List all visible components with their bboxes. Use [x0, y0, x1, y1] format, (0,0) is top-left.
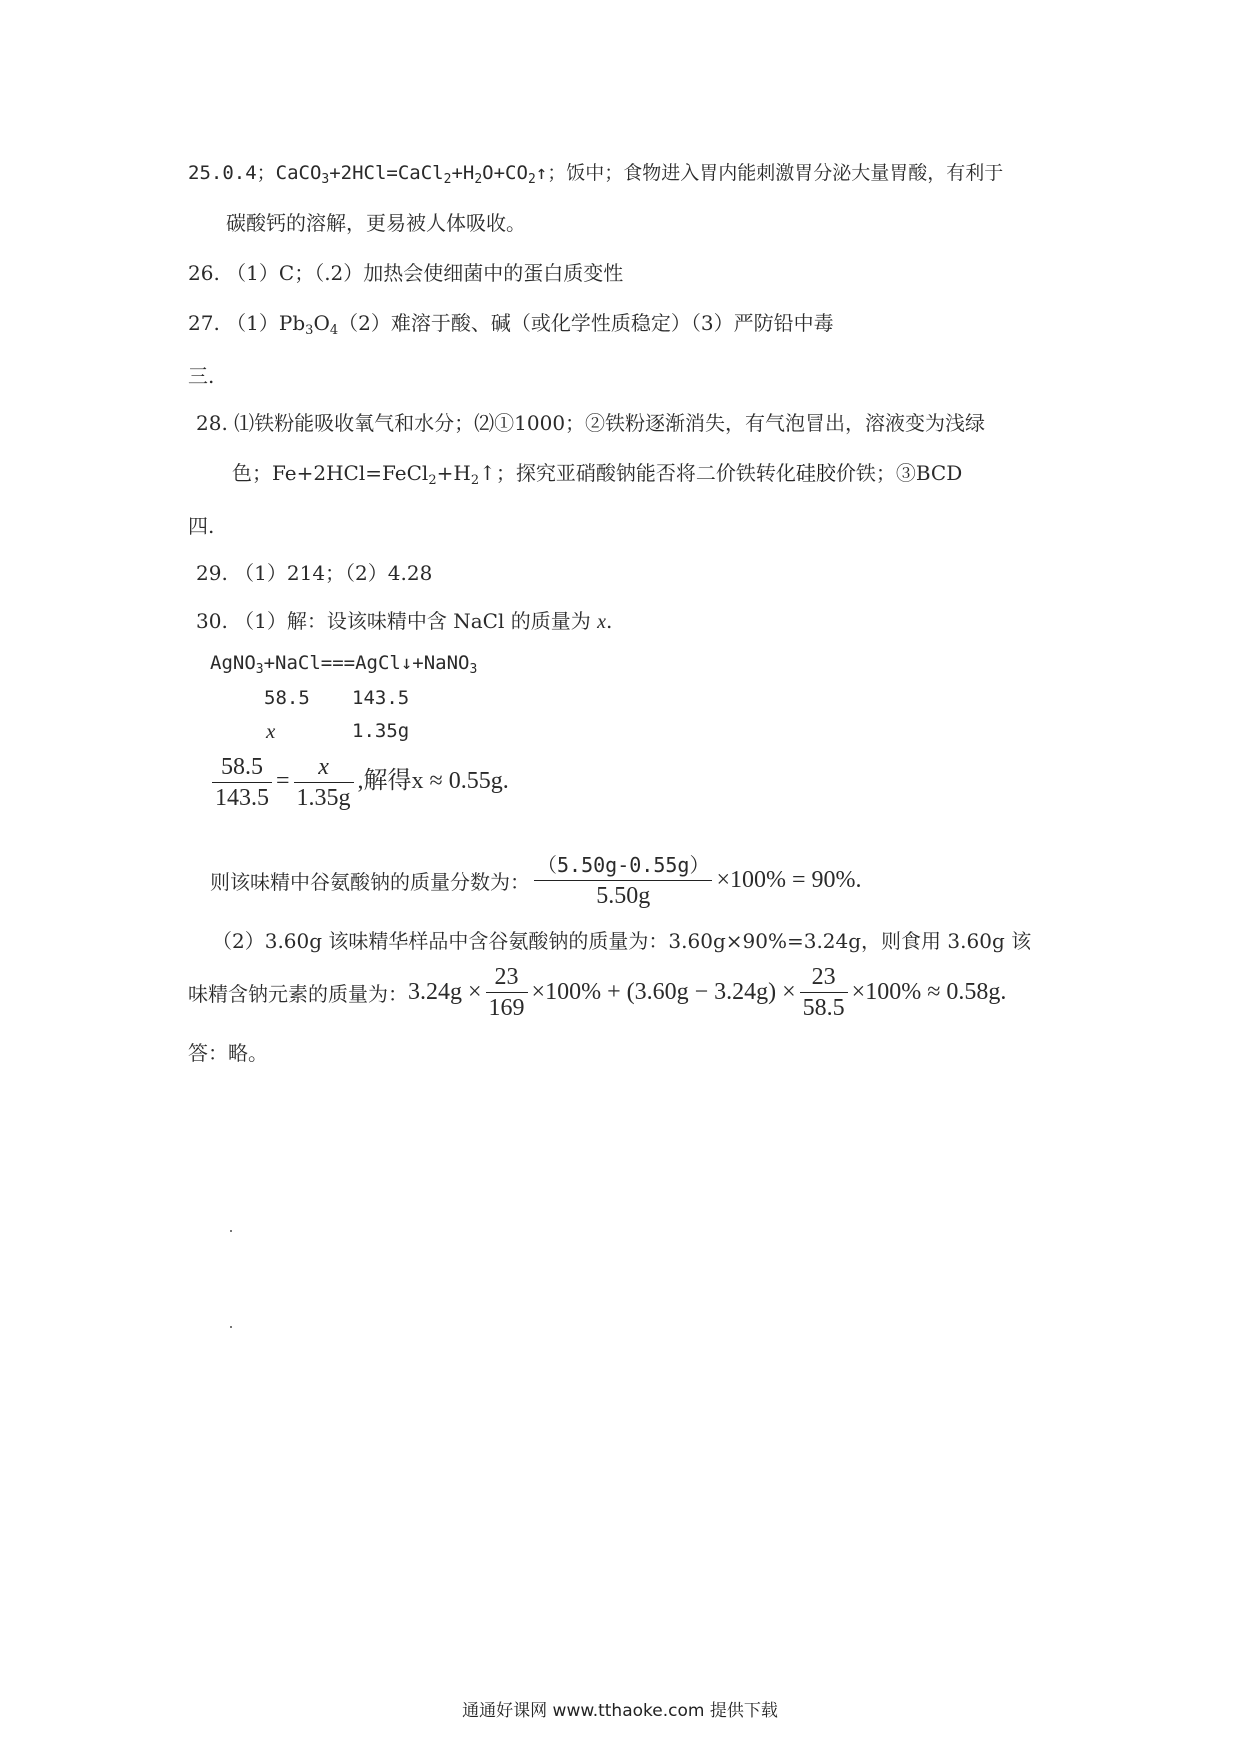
q28-line1: 28. ⑴铁粉能吸收氧气和水分；⑵①1000；②铁粉逐渐消失，有气泡冒出，溶液变为浅绿	[196, 411, 986, 435]
q30-percentage-line	[210, 850, 862, 911]
ratio-tail: ,解得x ≈ 0.55g.	[357, 768, 509, 795]
q28-text-c: ↑；探究亚硝酸钠能否将二价铁转化	[479, 461, 796, 485]
q28-text-d: 价铁；③BCD	[835, 461, 963, 485]
q27-answer: 27. $(1)Pb_3O_4(2)$难溶于酸、碱（或化学性质稳定）（3）严防铅中毒	[188, 311, 834, 338]
pct-label: 则该味精中谷氨酸钠的质量分数为：	[210, 870, 530, 894]
q30-eq-a: AgNO	[210, 652, 256, 674]
p2-f1-num: 23	[486, 962, 528, 993]
q30-part2-line2	[188, 962, 1006, 1023]
q30-part2-line1: （2）3.60g 该味精华样品中含谷氨酸钠的质量为：3.60g×90%=3.24g，则食用 3.60g 该	[212, 929, 1032, 953]
scan-speck	[230, 1326, 232, 1328]
ratio-num-left: 58.5	[212, 752, 272, 783]
q30-intro-end: .	[605, 609, 613, 633]
p2-fraction-2	[800, 962, 848, 1023]
p2-f2-den: 58.5	[802, 995, 845, 1021]
section-four-heading: 四.	[188, 514, 215, 538]
pct-den: 5.50g	[596, 883, 651, 909]
q30-intro	[196, 608, 612, 635]
p2-f2-num: 23	[800, 962, 848, 993]
q30-mass-row2-left: x	[266, 719, 276, 743]
p2-f1-den: 169	[488, 995, 525, 1021]
q27-text-b: O	[313, 311, 330, 335]
q25-text-a: 0.4；CaCO	[222, 162, 322, 184]
q25-text-c: +H	[451, 162, 475, 184]
q30-reaction-equation: AgNO$_3$+NaCl===AgCl↓+NaNO$_3$	[210, 652, 478, 677]
q28-overlay-text: 硅胶	[795, 461, 836, 485]
p2-fraction-1	[486, 962, 528, 1023]
q25-text-e: ↑；饭中；食物进入胃内能刺激胃分泌大量胃酸，有利于	[535, 162, 1004, 184]
q28-text-a: 色；Fe+2HCl=FeCl	[232, 461, 429, 485]
scan-speck	[230, 1230, 232, 1232]
section-three-heading: 三.	[188, 364, 215, 388]
q25-text-b: +2HCl=CaCl	[329, 162, 444, 184]
p2-label: 味精含钠元素的质量为：	[188, 982, 408, 1006]
ratio-num-right: x	[294, 752, 354, 783]
ratio-den-left: 143.5	[215, 785, 269, 811]
pct-fraction	[534, 850, 712, 911]
pct-tail: ×100% = 90%.	[716, 867, 862, 893]
q30-mass-row1-right: 143.5	[352, 687, 410, 709]
p2-expr-c: ×100% ≈ 0.58g.	[851, 979, 1007, 1005]
q30-mass-row1-left: 58.5	[264, 687, 310, 709]
pct-num: （5.50g-0.55g）	[534, 850, 712, 881]
q29-answer: 29. （1）214；（2）4.28	[196, 561, 433, 585]
q27-text-a: 27. （1）Pb	[188, 311, 306, 335]
q30-answer-line: 答：略。	[188, 1041, 268, 1065]
q30-mass-row2-right: 1.35g	[352, 720, 410, 742]
ratio-fraction-left	[212, 752, 272, 813]
q30-eq-b: +NaCl===AgCl↓+NaNO	[263, 652, 470, 674]
ratio-den-right: 1.35g	[296, 785, 351, 811]
q30-intro-var: x	[597, 611, 606, 633]
ratio-equals: =	[276, 768, 290, 795]
q28-line2: 色；$Fe+2HCl=FeCl_2+H_2↑$；探究亚硝酸钠能否将二价铁转化硅胶价铁；③BCD	[232, 461, 963, 488]
q28-text-b: +H	[436, 461, 471, 485]
q27-text-c: （2）难溶于酸、碱（或化学性质稳定）（3）严防铅中毒	[338, 311, 834, 335]
page-footer: 通通好课网 www.tthaoke.com 提供下载	[462, 1701, 778, 1721]
q25-line2: 碳酸钙的溶解，更易被人体吸收。	[226, 211, 526, 235]
q25-line1: 25.0.4；$CaCO_3+2HCl=CaCl_2+H_2O+CO_2↑$；饭中；食物进入胃内能刺激胃分泌大量胃酸，有利于	[188, 162, 1004, 187]
p2-expr-b: ×100% + (3.60g − 3.24g) ×	[531, 979, 796, 1005]
q25-number: 25.	[188, 162, 223, 184]
q30-intro-text: 30. （1）解：设该味精中含 NaCl 的质量为	[196, 609, 591, 633]
p2-expr-a: 3.24g ×	[408, 979, 482, 1005]
q25-text-d: O+CO	[482, 162, 528, 184]
ratio-fraction-right	[294, 752, 354, 813]
q30-ratio-equation	[208, 752, 509, 813]
q26-answer: 26. （1）C；（.2）加热会使细菌中的蛋白质变性	[188, 261, 624, 285]
